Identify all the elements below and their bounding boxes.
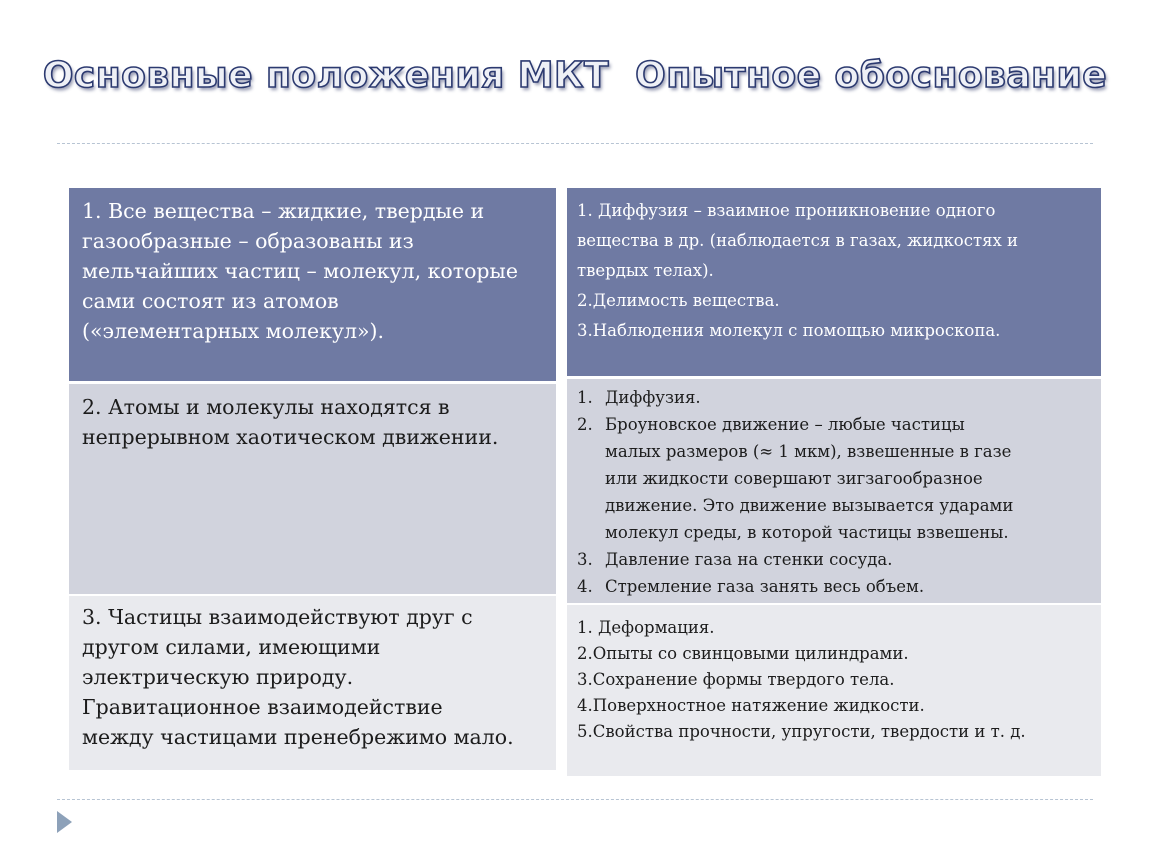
- text-line: другом силами, имеющими: [82, 635, 381, 659]
- text-line: Стремление газа занять весь объем.: [605, 577, 925, 596]
- text-line: или жидкости совершают зигзагообразное: [605, 469, 983, 488]
- bottom-divider: [57, 799, 1093, 800]
- text-line: 5.Свойства прочности, упругости, твердости и т. д.: [577, 722, 1026, 741]
- list-number: 2.: [577, 415, 593, 434]
- list-item: [577, 573, 1091, 600]
- text-line: 2.Делимость вещества.: [577, 291, 780, 310]
- text-line: 1. Диффузия – взаимное проникновение одного: [577, 201, 996, 220]
- mkt-statement-1: [69, 188, 556, 381]
- triangle-arrow-icon: [57, 811, 72, 833]
- text-line: Диффузия.: [605, 388, 701, 407]
- text-line: 3. Частицы взаимодействуют друг с: [82, 605, 473, 629]
- text-line: 2. Атомы и молекулы находятся в: [82, 395, 450, 419]
- evidence-3: [567, 605, 1101, 776]
- text-line: молекул среды, в которой частицы взвешены.: [605, 523, 1009, 542]
- list-number: 4.: [577, 577, 593, 596]
- text-line: Броуновское движение – любые частицы: [605, 415, 965, 434]
- text-line: 3.Наблюдения молекул с помощью микроскопа.: [577, 321, 1001, 340]
- mkt-statement-3: [69, 596, 556, 770]
- evidence-2: [567, 379, 1101, 603]
- text-line: электрическую природу.: [82, 665, 354, 689]
- text-line: сами состоят из атомов: [82, 289, 339, 313]
- page-title: Основные положения МКТ Опытное обоснование: [42, 55, 1108, 96]
- text-line: Давление газа на стенки сосуда.: [605, 550, 893, 569]
- text-line: между частицами пренебрежимо мало.: [82, 725, 514, 749]
- evidence-1: [567, 188, 1101, 376]
- top-divider: [57, 143, 1093, 144]
- text-line: газообразные – образованы из: [82, 229, 414, 253]
- evidence-list: [577, 384, 1091, 600]
- text-line: 2.Опыты со свинцовыми цилиндрами.: [577, 644, 909, 663]
- text-line: 4.Поверхностное натяжение жидкости.: [577, 696, 925, 715]
- text-line: вещества в др. (наблюдается в газах, жидкостях и: [577, 231, 1019, 250]
- text-line: 1. Все вещества – жидкие, твердые и: [82, 199, 485, 223]
- mkt-statement-2: [69, 384, 556, 594]
- list-item: [577, 384, 1091, 411]
- text-line: Гравитационное взаимодействие: [82, 695, 443, 719]
- text-line: 3.Сохранение формы твердого тела.: [577, 670, 895, 689]
- text-line: («элементарных молекул»).: [82, 319, 385, 343]
- list-number: 3.: [577, 550, 593, 569]
- text-line: 1. Деформация.: [577, 618, 715, 637]
- text-line: непрерывном хаотическом движении.: [82, 425, 499, 449]
- text-line: малых размеров (≈ 1 мкм), взвешенные в газе: [605, 442, 1012, 461]
- text-line: твердых телах).: [577, 261, 714, 280]
- text-line: движение. Это движение вызывается ударами: [605, 496, 1014, 515]
- list-number: 1.: [577, 388, 593, 407]
- list-item: [577, 411, 1091, 546]
- text-line: мельчайших частиц – молекул, которые: [82, 259, 519, 283]
- list-item: [577, 546, 1091, 573]
